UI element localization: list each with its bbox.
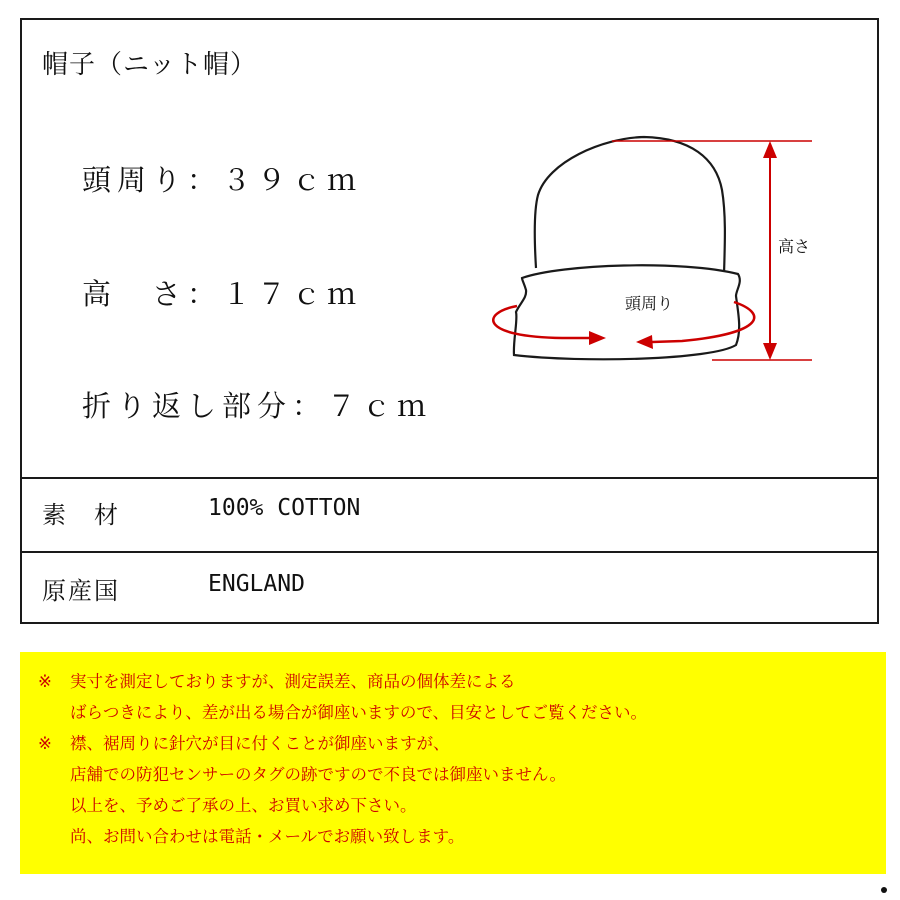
notice-text: 以上を、予めご了承の上、お買い求め下さい。 bbox=[70, 796, 417, 815]
notice-line bbox=[38, 728, 886, 759]
origin-row bbox=[42, 571, 305, 606]
notice-line bbox=[38, 821, 886, 852]
row-divider bbox=[22, 551, 877, 553]
origin-value: ENGLAND bbox=[208, 571, 305, 597]
notice-line bbox=[38, 790, 886, 821]
beanie-diagram bbox=[22, 20, 877, 475]
height-label: 高さ bbox=[778, 237, 811, 256]
hat-crown-outline bbox=[535, 137, 725, 274]
arrowhead-up-icon bbox=[763, 141, 777, 158]
size-spec-card bbox=[20, 18, 879, 624]
notice-mark: ※ bbox=[38, 672, 52, 691]
notice-mark: ※ bbox=[38, 734, 52, 753]
origin-label: 原産国 bbox=[42, 577, 120, 605]
notice-line bbox=[38, 666, 886, 697]
row-divider bbox=[22, 477, 877, 479]
notice-text: 店舗での防犯センサーのタグの跡ですので不良では御座いません。 bbox=[70, 765, 566, 784]
notice-line bbox=[38, 759, 886, 790]
spec-fold-length: 折り返し部分：７ｃｍ bbox=[82, 389, 433, 423]
notice-text: 尚、お問い合わせは電話・メールでお願い致します。 bbox=[70, 827, 465, 846]
notice-line bbox=[38, 697, 886, 728]
arrowhead-down-icon bbox=[763, 343, 777, 360]
material-row bbox=[42, 495, 361, 530]
notice-text: 実寸を測定しておりますが、測定誤差、商品の個体差による bbox=[70, 672, 516, 691]
spec-height: 高 さ：１７ｃｍ bbox=[82, 277, 363, 311]
size-section bbox=[22, 20, 877, 477]
notice-text: ばらつきにより、差が出る場合が御座いますので、目安としてご覧ください。 bbox=[70, 703, 648, 722]
notice-text: 襟、裾周りに針穴が目に付くことが御座いますが、 bbox=[70, 734, 450, 753]
notice-box bbox=[20, 652, 886, 874]
bullet-dot-icon bbox=[881, 887, 887, 893]
material-value: 100% COTTON bbox=[208, 495, 361, 521]
product-title: 帽子（ニット帽） bbox=[42, 50, 257, 80]
spec-head-circumference: 頭周り：３９ｃｍ bbox=[82, 163, 363, 197]
material-label: 素 材 bbox=[42, 501, 120, 529]
circumference-label: 頭周り bbox=[625, 294, 674, 313]
